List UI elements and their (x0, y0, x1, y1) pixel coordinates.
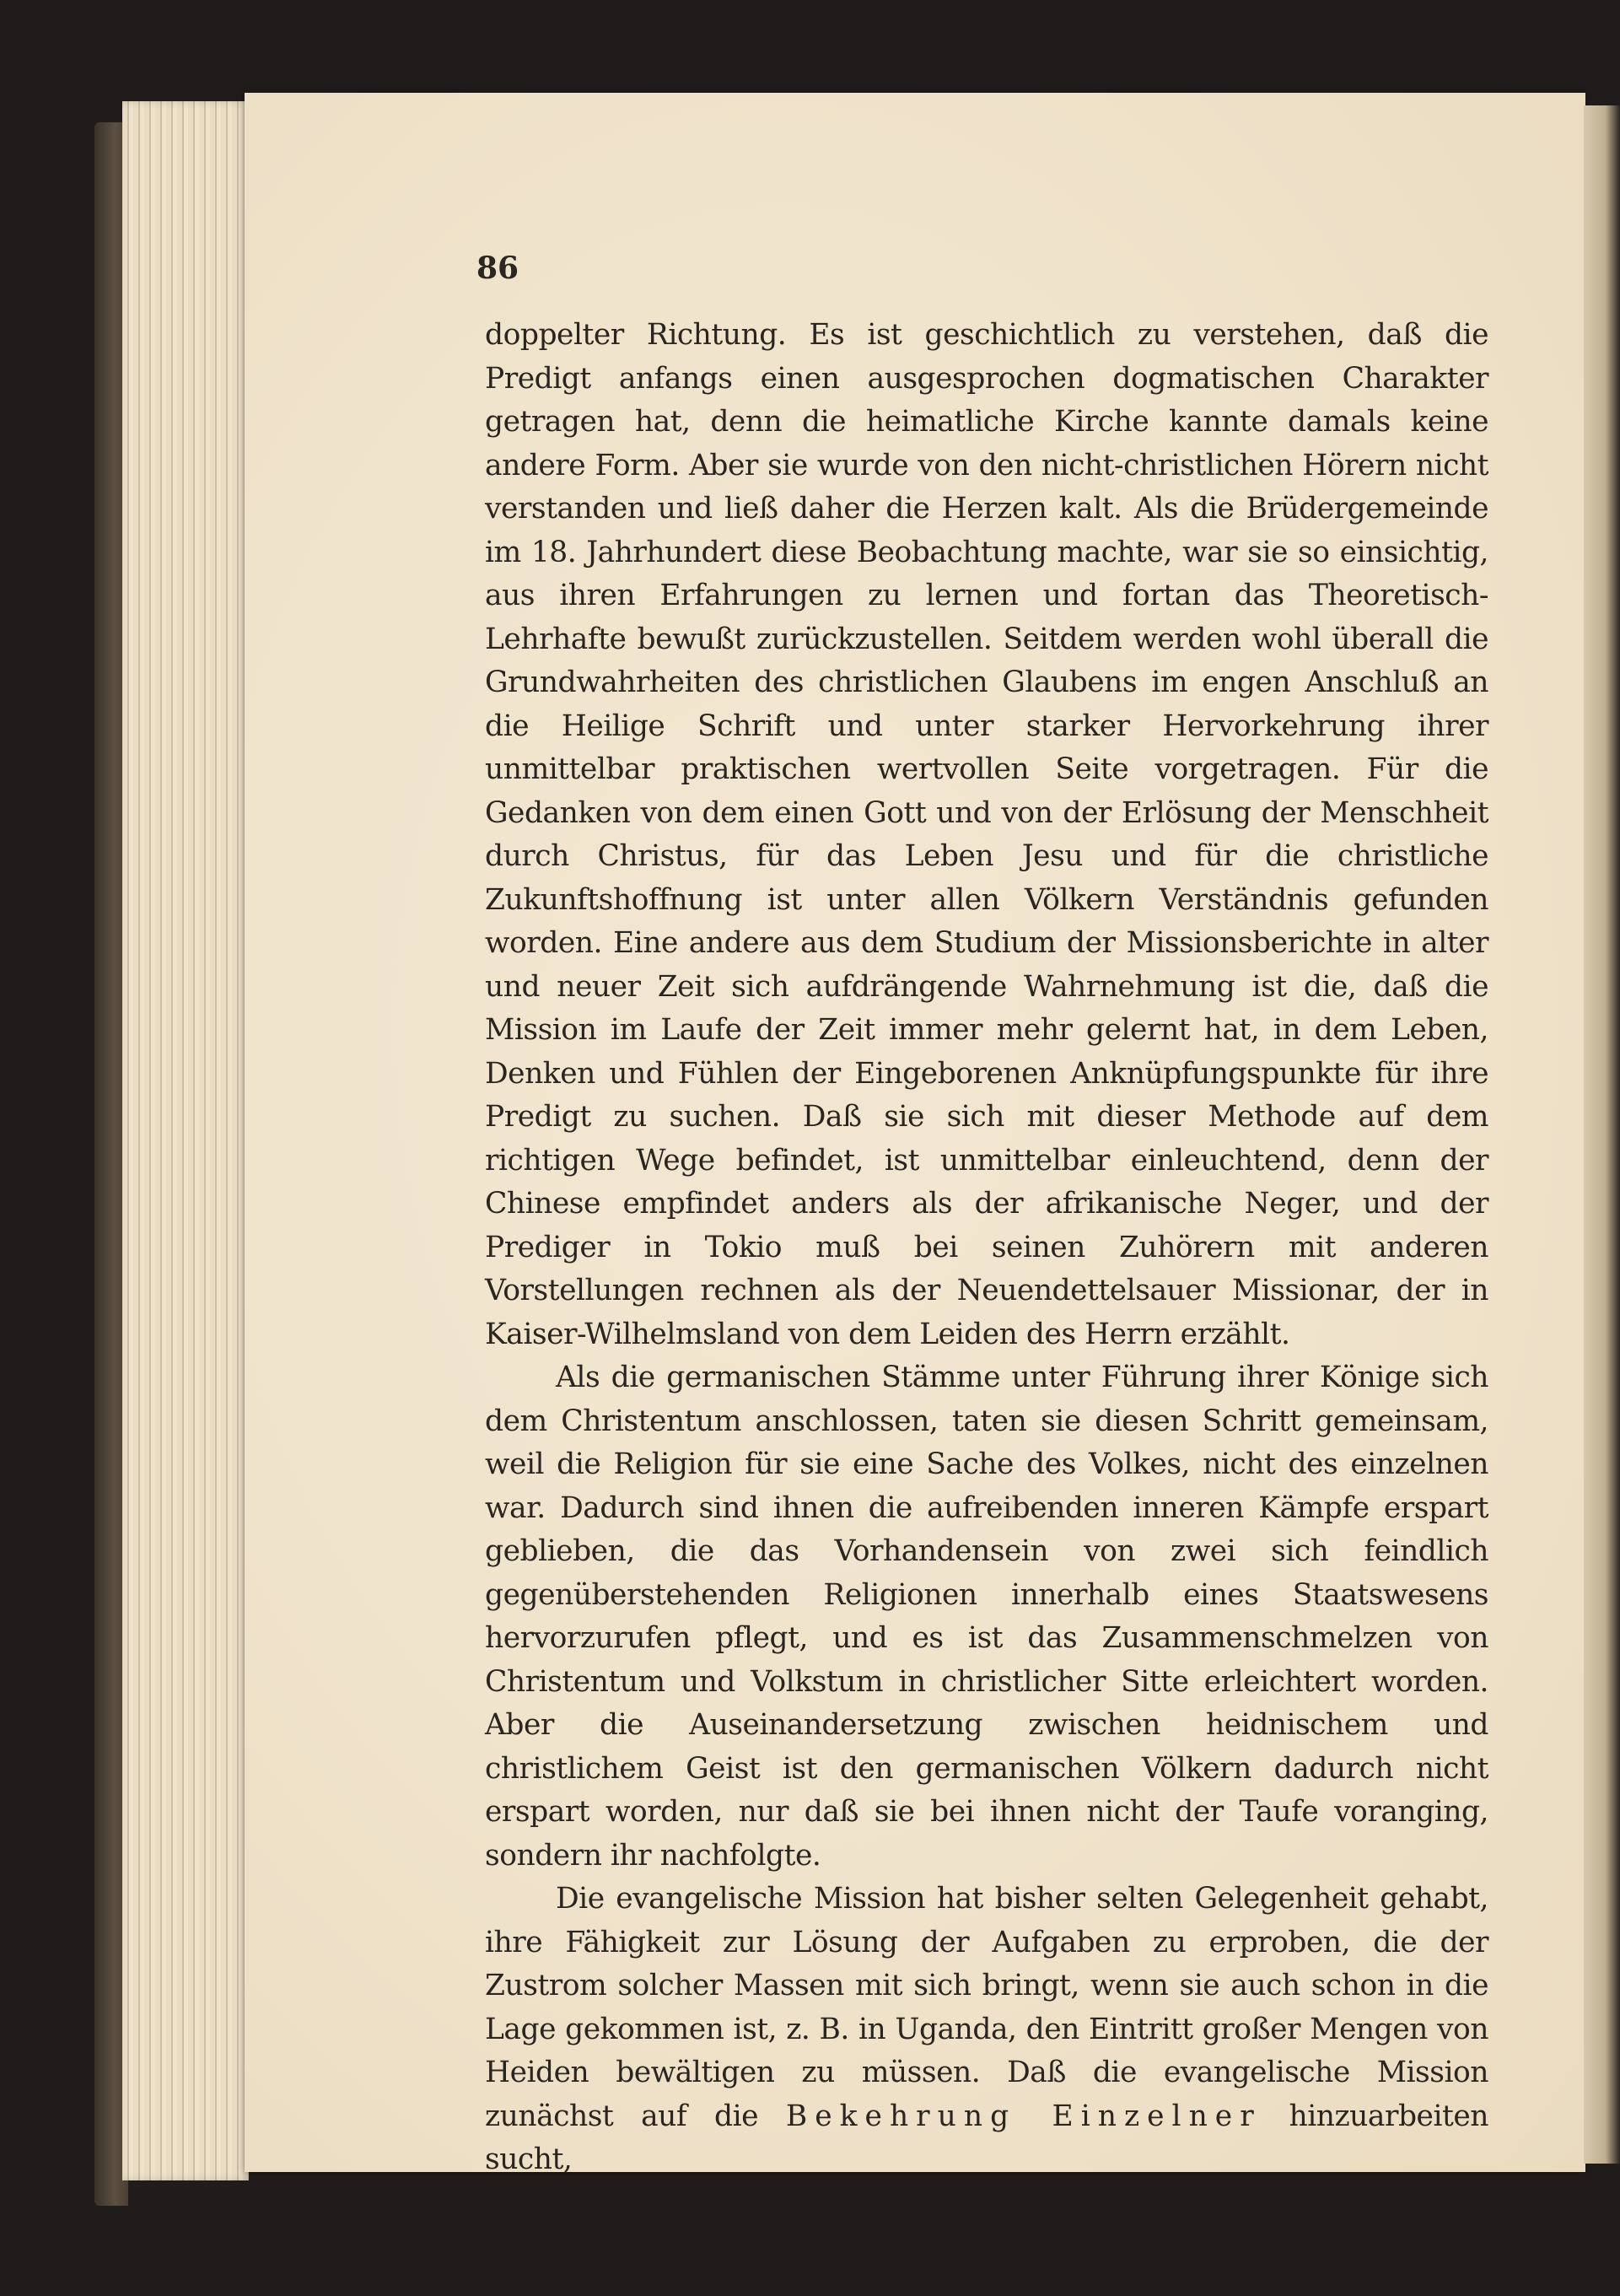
paragraph-3-text-before: Die evangelische Mission hat bisher selten Gelegenheit gehabt, ihre Fähigkeit zur Lösung der Aufgaben zu erproben, die der Zustrom solcher Massen mit sich bringt, wenn sie auch schon in die Lage gekommen ist, z. B. in Uganda, den Eintritt großer Mengen von Heiden bewältigen zu müssen. Daß die evangelische Mission zunächst auf die (485, 1882, 1488, 2133)
body-text (485, 314, 1488, 2182)
page-right-fold (1584, 105, 1620, 2164)
page-stack-edges (122, 101, 249, 2180)
paragraph-3-text-after: hinzuarbeiten sucht, (485, 2099, 1488, 2176)
paragraph-3-spaced-emphasis: Bekehrung Einzelner (785, 2099, 1262, 2133)
paragraph-2: Als die germanischen Stämme unter Führung ihrer Könige sich dem Christentum anschlossen, taten sie diesen Schritt gemeinsam, weil die Religion für sie eine Sache des Volkes, nicht des einzelnen war. Dadurch sind ihnen die aufreibenden inneren Kämpfe erspart geblieben, die das Vorhandensein von zwei sich feindlich gegenüberstehenden Religionen innerhalb eines Staatswesens hervorzurufen pflegt, und es ist das Zusammenschmelzen von Christentum und Volkstum in christlicher Sitte erleichtert worden. Aber die Auseinandersetzung zwischen heidnischem und christlichem Geist ist den germanischen Völkern dadurch nicht erspart worden, nur daß sie bei ihnen nicht der Taufe voranging, sondern ihr nachfolgte. (485, 1361, 1488, 1873)
paragraph-3 (485, 1878, 1488, 2182)
page-number: 86 (476, 251, 519, 286)
paragraph-1: doppelter Richtung. Es ist geschichtlich zu verstehen, daß die Predigt anfangs einen ausgesprochen dogmatischen Charakter getragen hat, denn die heimatliche Kirche kannte damals keine andere Form. Aber sie wurde von den nicht-christlichen Hörern nicht verstanden und ließ daher die Herzen kalt. Als die Brüdergemeinde im 18. Jahrhundert diese Beobachtung machte, war sie so einsichtig, aus ihren Erfahrungen zu lernen und fortan das Theoretisch-Lehrhafte bewußt zurückzustellen. Seitdem werden wohl überall die Grundwahrheiten des christlichen Glaubens im engen Anschluß an die Heilige Schrift und unter starker Hervorkehrung ihrer unmittelbar praktischen wertvollen Seite vorgetragen. Für die Gedanken von dem einen Gott und von der Erlösung der Menschheit durch Christus, für das Leben Jesu und für die christliche Zukunftshoffnung ist unter allen Völkern Verständnis gefunden worden. Eine andere aus dem Studium der Missionsberichte in alter und neuer Zeit sich aufdrängende Wahrnehmung ist die, daß die Mission im Laufe der Zeit immer mehr gelernt hat, in dem Leben, Denken und Fühlen der Eingeborenen Anknüpfungspunkte für ihre Predigt zu suchen. Daß sie sich mit dieser Methode auf dem richtigen Wege befindet, ist unmittelbar einleuchtend, denn der Chinese empfindet anders als der afrikanische Neger, und der Prediger in Tokio muß bei seinen Zuhörern mit anderen Vorstellungen rechnen als der Neuendettelsauer Missionar, der in Kaiser-Wilhelmsland von dem Leiden des Herrn erzählt. (485, 318, 1488, 1351)
